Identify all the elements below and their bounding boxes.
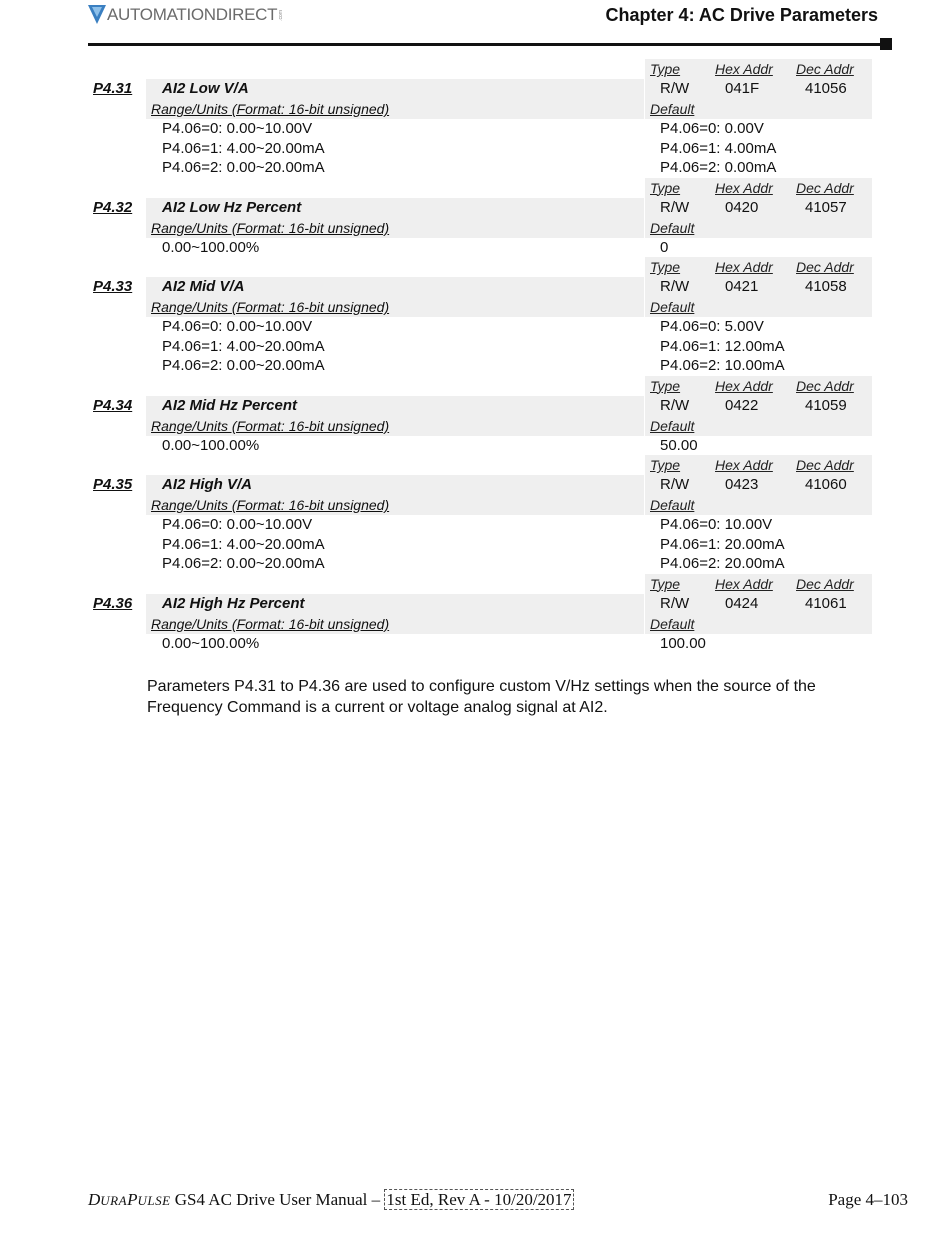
parameter-hex-addr: 0421 [725,278,759,295]
default-value: 50.00 [660,436,698,454]
range-units-label: Range/Units (Format: 16-bit unsigned) [151,497,390,513]
footer-brand-p: P [127,1190,138,1209]
header-rule [88,43,886,46]
type-header: Type [650,457,681,473]
parameter-id: P4.33 [93,278,133,295]
hex-addr-header: Hex Addr [715,61,773,77]
range-default-line [88,119,872,139]
type-header: Type [650,259,681,275]
page-footer [88,1190,908,1216]
parameter-dec-addr: 41061 [805,594,847,612]
range-default-header [88,614,872,634]
default-label: Default [650,417,695,434]
range-value: P4.06=0: 0.00~10.00V [162,516,313,533]
range-default-line [88,535,872,555]
dec-addr-header: Dec Addr [796,457,854,473]
default-value: P4.06=2: 10.00mA [660,357,785,374]
range-default-line [88,337,872,357]
hex-addr-header: Hex Addr [715,575,773,592]
parameter-dec-addr: 41059 [805,396,847,414]
parameter-block [88,178,872,258]
default-value: P4.06=2: 20.00mA [660,555,785,572]
dec-addr-header: Dec Addr [796,61,854,77]
parameter-address-header [88,178,872,198]
range-units-label: Range/Units (Format: 16-bit unsigned) [151,417,390,434]
range-default-line [88,436,872,456]
range-default-line [88,317,872,337]
default-label: Default [650,101,695,117]
parameter-id: P4.35 [93,476,133,493]
default-value: P4.06=0: 5.00V [660,318,764,335]
parameter-id: P4.32 [93,198,133,216]
parameter-type: R/W [660,80,690,97]
hex-addr-header: Hex Addr [715,259,773,275]
range-units-label: Range/Units (Format: 16-bit unsigned) [151,615,390,632]
parameter-type: R/W [660,396,690,414]
default-value: P4.06=1: 4.00mA [660,139,777,157]
range-value: P4.06=1: 4.00~20.00mA [162,337,325,355]
range-default-line [88,515,872,535]
range-units-label: Range/Units (Format: 16-bit unsigned) [151,299,390,315]
parameter-name: AI2 Low Hz Percent [162,198,302,216]
parameter-note: Parameters P4.31 to P4.36 are used to configure custom V/Hz settings when the source of the Frequency Command is a current or voltage analog signal at AI2. [147,678,816,716]
hex-addr-header: Hex Addr [715,179,773,196]
parameter-list [88,59,872,653]
parameter-address-header [88,257,872,277]
parameter-address-header [88,59,872,79]
parameter-title-row [88,277,872,297]
parameter-title-row [88,594,872,614]
range-value: P4.06=0: 0.00~10.00V [162,120,313,137]
range-units-label: Range/Units (Format: 16-bit unsigned) [151,219,390,236]
parameter-id: P4.34 [93,396,133,414]
parameter-type: R/W [660,278,690,295]
parameter-address-header [88,376,872,396]
range-value: 0.00~100.00% [162,436,260,454]
parameter-name: AI2 High V/A [162,476,253,493]
parameter-address-header [88,455,872,475]
range-default-header [88,297,872,317]
range-default-header [88,495,872,515]
default-value: P4.06=0: 10.00V [660,516,773,533]
dec-addr-header: Dec Addr [796,377,854,394]
type-header: Type [650,575,681,592]
footer-brand [88,1190,171,1209]
range-default-header [88,218,872,238]
logo-text: AUTOMATIONDIRECT [107,5,278,24]
default-value: P4.06=1: 20.00mA [660,535,785,553]
parameter-hex-addr: 0422 [725,396,759,414]
hex-addr-header: Hex Addr [715,457,773,473]
parameter-dec-addr: 41058 [805,278,847,295]
footer-manual-title: GS4 AC Drive User Manual – [170,1190,385,1209]
type-header: Type [650,61,681,77]
chapter-title: Chapter 4: AC Drive Parameters [605,5,878,25]
parameter-title-row [88,198,872,218]
range-value: P4.06=0: 0.00~10.00V [162,318,313,335]
parameter-dec-addr: 41056 [805,80,847,97]
parameter-block [88,376,872,456]
default-value: 100.00 [660,634,706,652]
dec-addr-header: Dec Addr [796,259,854,275]
range-value: P4.06=2: 0.00~20.00mA [162,357,325,374]
parameter-dec-addr: 41060 [805,476,847,493]
parameter-title-row [88,396,872,416]
page-header [0,0,950,52]
range-value: P4.06=1: 4.00~20.00mA [162,139,325,157]
default-value: 0 [660,238,669,256]
range-value: 0.00~100.00% [162,634,260,652]
parameter-block [88,257,872,376]
hex-addr-header: Hex Addr [715,377,773,394]
dec-addr-header: Dec Addr [796,179,854,196]
parameter-hex-addr: 0424 [725,594,759,612]
parameter-type: R/W [660,594,690,612]
logo-suffix: .com [278,9,285,21]
parameter-type: R/W [660,198,690,216]
logo-v-icon [88,5,106,25]
parameter-hex-addr: 0423 [725,476,759,493]
parameter-block [88,455,872,574]
range-units-label: Range/Units (Format: 16-bit unsigned) [151,101,390,117]
type-header: Type [650,377,681,394]
parameter-block [88,59,872,178]
footer-brand-ura: URA [100,1193,128,1208]
parameter-type: R/W [660,476,690,493]
default-value: P4.06=2: 0.00mA [660,159,777,176]
parameter-hex-addr: 0420 [725,198,759,216]
parameter-id: P4.31 [93,80,133,97]
parameter-block [88,574,872,654]
default-label: Default [650,299,695,315]
parameter-title-row [88,475,872,495]
parameter-name: AI2 Mid Hz Percent [162,396,298,414]
footer-brand-d: D [88,1190,101,1209]
parameter-title-row [88,79,872,99]
range-default-header [88,99,872,119]
range-default-line [88,554,872,574]
range-default-line [88,158,872,178]
range-value: P4.06=1: 4.00~20.00mA [162,535,325,553]
default-value: P4.06=1: 12.00mA [660,337,785,355]
parameter-name: AI2 High Hz Percent [162,594,305,612]
default-value: P4.06=0: 0.00V [660,120,764,137]
parameter-dec-addr: 41057 [805,198,847,216]
automationdirect-logo [88,5,284,25]
range-default-line [88,139,872,159]
default-label: Default [650,219,695,236]
parameter-address-header [88,574,872,594]
range-default-line [88,238,872,258]
range-default-header [88,416,872,436]
footer-edition: 1st Ed, Rev A - 10/20/2017 [386,1190,572,1209]
dec-addr-header: Dec Addr [796,575,854,592]
range-default-line [88,634,872,654]
default-label: Default [650,615,695,632]
footer-brand-ulse: ULSE [137,1193,171,1208]
range-default-line [88,356,872,376]
header-rule-end-square [880,38,892,50]
range-value: P4.06=2: 0.00~20.00mA [162,555,325,572]
default-label: Default [650,497,695,513]
range-value: 0.00~100.00% [162,238,260,256]
parameter-name: AI2 Low V/A [162,80,249,97]
range-value: P4.06=2: 0.00~20.00mA [162,159,325,176]
parameter-id: P4.36 [93,594,133,612]
parameter-name: AI2 Mid V/A [162,278,245,295]
parameter-hex-addr: 041F [725,80,760,97]
type-header: Type [650,179,681,196]
footer-page-number: Page 4–103 [828,1190,908,1209]
